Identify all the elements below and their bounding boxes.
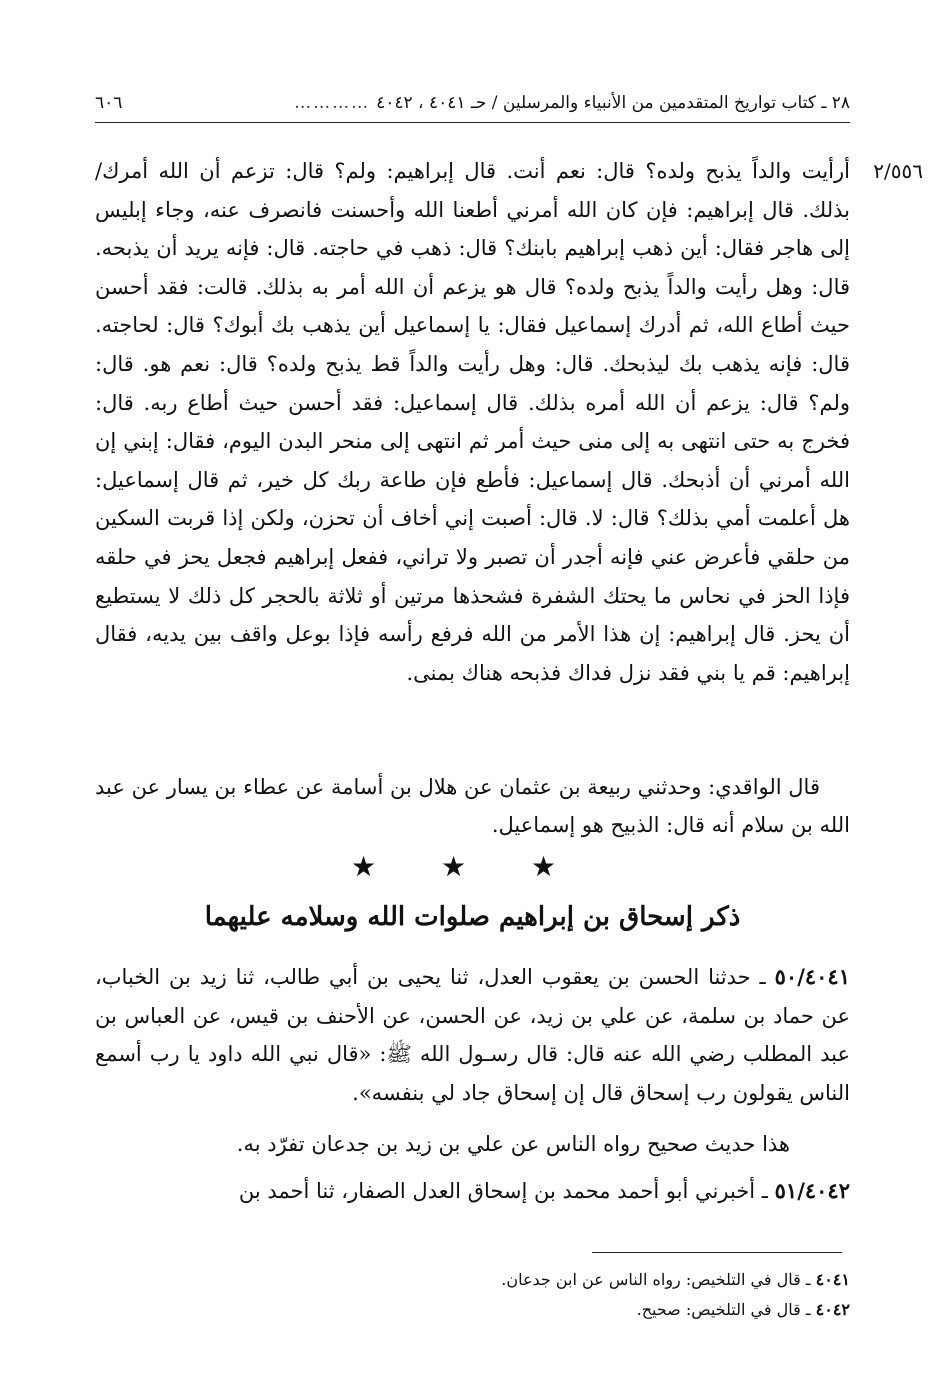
footnote-number: ٤٠٤١ (815, 1270, 850, 1289)
hadith-grading-note: هذا حديث صحيح رواه الناس عن علي بن زيد بن جدعان تفرّد به. (236, 1132, 790, 1156)
hadith-4042 (95, 1172, 850, 1211)
second-paragraph: قال الواقدي: وحدثني ربيعة بن عثمان عن هلال بن أسامة عن عطاء بن يسار عن عبد الله بن سلام أنه قال: الذبيح هو إسماعيل. (95, 775, 850, 837)
hadith-text: ـ حدثنا الحسن بن يعقوب العدل، ثنا يحيى بن أبي طالب، ثنا زيد بن الخباب، عن حماد بن سلمة، عن علي بن زيد، عن الحسن، عن الأحنف بن قيس، عن العباس بن عبد المطلب رضي الله عنه قال: قال رسـول الله ﷺ: «قال نبي الله داود يا رب أسمع الناس يقولون رب إسحاق قال إن إسحاق جاد لي بنفسه». (95, 965, 850, 1105)
footnote-text: ـ قال في التلخيص: صحيح. (636, 1300, 811, 1319)
running-head-leader-dots: ………… (294, 93, 371, 113)
footnote-item (95, 1265, 850, 1295)
section-heading: ذكر إسحاق بن إبراهيم صلوات الله وسلامه عليهما (204, 902, 741, 932)
footnote-number: ٤٠٤٢ (815, 1300, 850, 1319)
running-head-title: ٢٨ ـ كتاب تواريخ المتقدمين من الأنبياء والمرسلين / حـ ٤٠٤١ ، ٤٠٤٢ (376, 93, 850, 113)
hadith-4041 (95, 958, 850, 1112)
footnote-item (95, 1295, 850, 1325)
hadith-text: ـ أخبرني أبو أحمد محمد بن إسحاق العدل الصفار، ثنا أحمد بن (238, 1179, 768, 1203)
main-paragraph (95, 152, 850, 692)
main-paragraph-text: أرأيت والداً يذبح ولده؟ قال: نعم أنت. قال إبراهيم: ولم؟ قال: تزعم أن الله أمرك/ بذلك. قال إبراهيم: فإن كان الله أمرني أطعنا الله وأحسنت فانصرف عنه، وجاء إبليس إلى هاجر فقال: أين ذهب إبراهيم بابنك؟ قال: ذهب في حاجته. قال: فإنه يريد أن يذبحه. قال: وهل رأيت والداً يذبح ولده؟ قال هو يزعم أن الله أمر به بذلك. قالت: فقد أحسن حيث أطاع الله، ثم أدرك إسماعيل فقال: يا إسماعيل أين يذهب بك أبوك؟ قال: لحاجته. قال: فإنه يذهب بك ليذبحك. قال: وهل رأيت والداً قط يذبح ولده؟ قال: نعم هو. قال: ولم؟ قال: يزعم أن الله أمره بذلك. قال إسماعيل: فقد أحسن حيث أطاع ربه. قال: فخرج به حتى انتهى به إلى منى حيث أمر ثم انتهى إلى منحر البدن اليوم، فقال: إبني إن الله أمرني أن أذبحك. قال إسماعيل: فأطع فإن طاعة ربك كل خير، ثم قال إسماعيل: هل أعلمت أمي بذلك؟ قال: لا. قال: أصبت إني أخاف أن تحزن، ولكن إذا قربت السكين من حلقي فأعرض عني فإنه أجدر أن تصبر ولا تراني، ففعل إبراهيم فجعل يحز في حلقه فإذا الحز في نحاس ما يحتك الشفرة فشحذها مرتين أو ثلاثة بالحجر كل ذلك لا يستطيع أن يحز. قال إبراهيم: إن هذا الأمر من الله فرفع رأسه فإذا بوعل واقف بين يديه، فقال إبراهيم: قم يا بني فقد نزل فداك فذبحه هناك بمنى. (95, 159, 850, 685)
running-head (95, 88, 850, 123)
page-number: ٦٠٦ (95, 93, 123, 113)
hadith-number: ٥١/٤٠٤٢ (774, 1178, 850, 1203)
footnote-text: ـ قال في التلخيص: رواه الناس عن ابن جدعان. (501, 1270, 811, 1289)
volume-page-marker: ٢/٥٥٦ (873, 159, 923, 183)
section-divider-stars: ★ ★ ★ (350, 850, 585, 883)
hadith-number: ٥٠/٤٠٤١ (774, 964, 850, 989)
footnote-separator (592, 1252, 842, 1253)
footnotes (95, 1265, 850, 1325)
